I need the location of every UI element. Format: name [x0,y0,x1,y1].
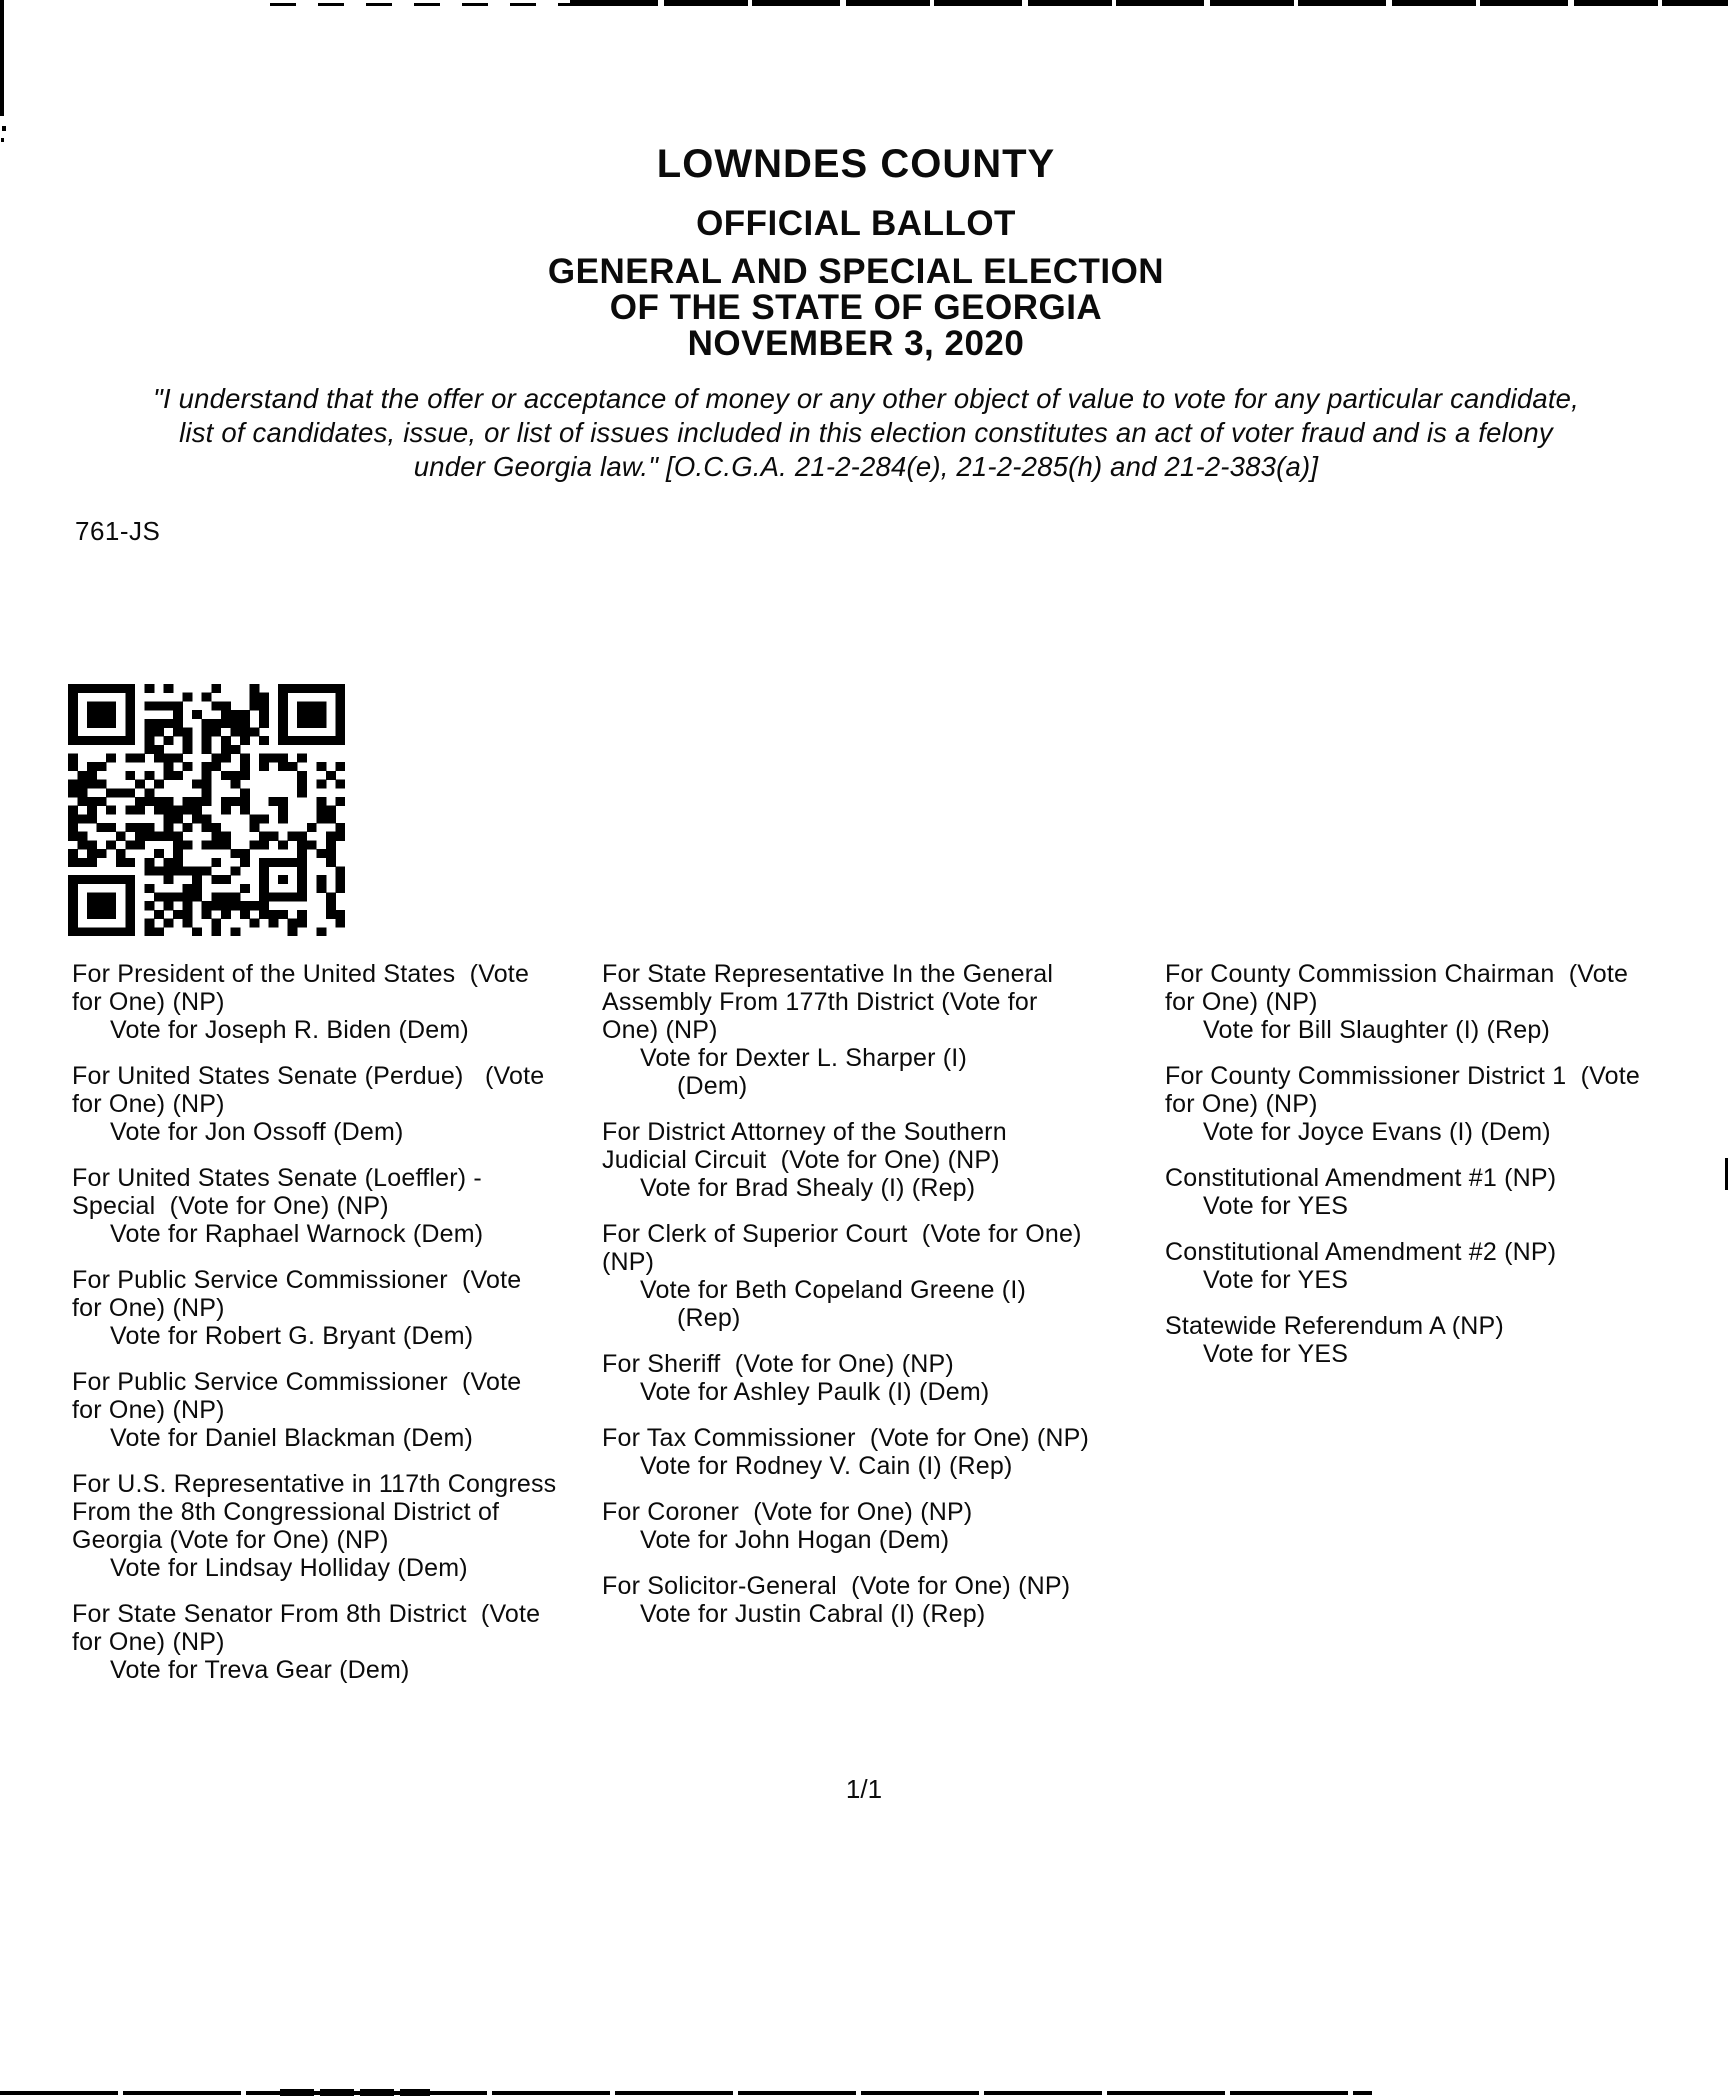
race-title-line: From the 8th Congressional District of [72,1498,500,1526]
ballot-race [1165,1312,1728,1368]
county-title: LOWNDES COUNTY [656,142,1056,186]
ballot-race [72,1062,630,1146]
vote-selection-line: Vote for Brad Shealy (I) (Rep) [640,1174,976,1202]
race-title-line: For Tax Commissioner (Vote for One) (NP) [602,1424,1090,1452]
vote-selection-line: Vote for Joseph R. Biden (Dem) [110,1016,469,1044]
race-title-line: For Solicitor-General (Vote for One) (NP) [602,1572,1071,1600]
race-title-line: For United States Senate (Perdue) (Vote [72,1062,545,1090]
scan-artifact-top-line [570,0,1728,6]
vote-selection-line: Vote for Justin Cabral (I) (Rep) [640,1600,986,1628]
scan-artifact-bottom-line [0,2091,1372,2095]
race-title-line: For Clerk of Superior Court (Vote for One) [602,1220,1082,1248]
ballot-race [602,1118,1164,1202]
race-title-line: For District Attorney of the Southern [602,1118,1007,1146]
ballot-race [602,1350,1164,1406]
scan-artifact-dot [2,126,6,131]
vote-selection-line: Vote for YES [1203,1266,1349,1294]
page-number: 1/1 [845,1774,883,1804]
race-title-line: For State Senator From 8th District (Vote [72,1600,541,1628]
ballot-race [72,960,630,1044]
race-title-line: Special (Vote for One) (NP) [72,1192,389,1220]
ballot-race [1165,1164,1728,1220]
race-title-line: For Sheriff (Vote for One) (NP) [602,1350,954,1378]
scan-artifact-top-line [270,3,570,6]
race-title-line: for One) (NP) [72,1294,225,1322]
race-title-line: For County Commission Chairman (Vote [1165,960,1629,988]
ballot-column-3 [1165,960,1728,1386]
race-title-line: Assembly From 177th District (Vote for [602,988,1038,1016]
vote-selection-line: Vote for Dexter L. Sharper (I) [640,1044,967,1072]
race-title-line: (NP) [602,1248,655,1276]
ballot-race [72,1600,630,1684]
scan-artifact-bottom-line [280,2089,430,2096]
ballot-race [1165,1238,1728,1294]
vote-selection-line: (Dem) [677,1072,748,1100]
vote-selection-line: Vote for Ashley Paulk (I) (Dem) [640,1378,990,1406]
race-title-line: Constitutional Amendment #2 (NP) [1165,1238,1557,1266]
race-title-line: Georgia (Vote for One) (NP) [72,1526,389,1554]
vote-selection-line: Vote for Lindsay Holliday (Dem) [110,1554,468,1582]
ballot-qr-code [68,684,345,936]
vote-selection-line: Vote for Daniel Blackman (Dem) [110,1424,474,1452]
race-title-line: Constitutional Amendment #1 (NP) [1165,1164,1557,1192]
vote-selection-line: Vote for YES [1203,1340,1349,1368]
race-title-line: for One) (NP) [72,988,225,1016]
vote-selection-line: (Rep) [677,1304,741,1332]
race-title-line: For County Commissioner District 1 (Vote [1165,1062,1640,1090]
ballot-style-id: 761-JS [75,516,161,546]
race-title-line: Judicial Circuit (Vote for One) (NP) [602,1146,1000,1174]
race-title-line: For President of the United States (Vote [72,960,530,988]
disclaimer-line: under Georgia law." [O.C.G.A. 21-2-284(e), 21-2-285(h) and 21-2-383(a)] [413,451,1319,482]
disclaimer-line: list of candidates, issue, or list of issues included in this election constitutes an act of voter fraud and is a felony [179,417,1553,448]
ballot-race [602,1498,1164,1554]
ballot-column-1 [72,960,630,1702]
vote-selection-line: Vote for Bill Slaughter (I) (Rep) [1203,1016,1551,1044]
race-title-line: For Public Service Commissioner (Vote [72,1266,522,1294]
race-title-line: Statewide Referendum A (NP) [1165,1312,1504,1340]
disclaimer-line: "I understand that the offer or acceptance of money or any other object of value to vote for any particular candidate, [152,383,1579,414]
ballot-race [602,1220,1164,1332]
race-title-line: for One) (NP) [1165,1090,1318,1118]
ballot-race [72,1266,630,1350]
ballot-race [72,1368,630,1452]
ballot-column-2 [602,960,1164,1646]
ballot-race [602,1572,1164,1628]
election-title-line: OF THE STATE OF GEORGIA [609,288,1103,327]
race-title-line: For Coroner (Vote for One) (NP) [602,1498,973,1526]
race-title-line: For U.S. Representative in 117th Congress [72,1470,557,1498]
race-title-line: One) (NP) [602,1016,718,1044]
vote-selection-line: Vote for Rodney V. Cain (I) (Rep) [640,1452,1013,1480]
voter-fraud-disclaimer [10,382,1722,484]
ballot-race [1165,960,1728,1044]
ballot-race [1165,1062,1728,1146]
vote-selection-line: Vote for John Hogan (Dem) [640,1526,950,1554]
election-title-line: NOVEMBER 3, 2020 [687,324,1025,363]
ballot-race [72,1470,630,1582]
election-title-line: GENERAL AND SPECIAL ELECTION [547,252,1165,291]
vote-selection-line: Vote for Jon Ossoff (Dem) [110,1118,404,1146]
race-title-line: For Public Service Commissioner (Vote [72,1368,522,1396]
vote-selection-line: Vote for Raphael Warnock (Dem) [110,1220,484,1248]
race-title-line: For State Representative In the General [602,960,1054,988]
scan-artifact-left-line [0,0,4,116]
race-title-line: for One) (NP) [72,1090,225,1118]
race-title-line: for One) (NP) [1165,988,1318,1016]
vote-selection-line: Vote for YES [1203,1192,1349,1220]
qr-code-graphic [68,684,345,936]
vote-selection-line: Vote for Treva Gear (Dem) [110,1656,410,1684]
vote-selection-line: Vote for Beth Copeland Greene (I) [640,1276,1026,1304]
ballot-type-title: OFFICIAL BALLOT [696,204,1016,243]
election-title [0,254,1712,362]
ballot-race [602,1424,1164,1480]
race-title-line: for One) (NP) [72,1396,225,1424]
vote-selection-line: Vote for Joyce Evans (I) (Dem) [1203,1118,1551,1146]
vote-selection-line: Vote for Robert G. Bryant (Dem) [110,1322,474,1350]
ballot-race [602,960,1164,1100]
ballot-race [72,1164,630,1248]
race-title-line: for One) (NP) [72,1628,225,1656]
race-title-line: For United States Senate (Loeffler) - [72,1164,482,1192]
